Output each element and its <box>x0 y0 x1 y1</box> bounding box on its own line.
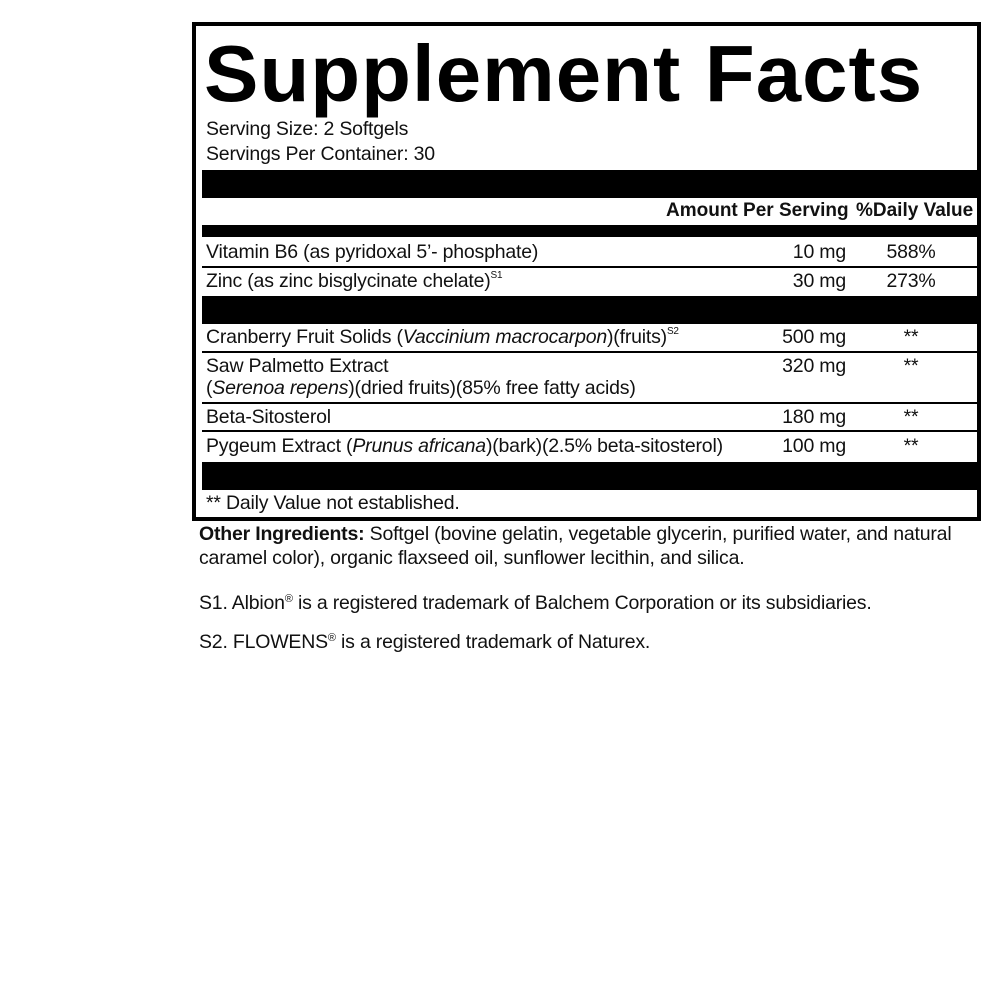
ingredient-name-text: )(bark)(2.5% beta-sitosterol) <box>485 435 723 457</box>
ingredient-daily-value: ** <box>903 326 919 348</box>
supplement-facts-panel <box>192 22 981 521</box>
ingredient-daily-value: ** <box>903 406 919 428</box>
servings-per-container: Servings Per Container: 30 <box>206 143 435 165</box>
nutrient-amount: 10 mg <box>792 241 846 263</box>
nutrient-name-text: Zinc (as zinc bisglycinate chelate) <box>206 270 491 292</box>
trademark-note <box>199 630 989 654</box>
nutrient-amount: 30 mg <box>792 270 846 292</box>
trademark-text: S2. FLOWENS <box>199 631 328 653</box>
trademark-text: S1. Albion <box>199 592 285 614</box>
header-amount-per-serving: Amount Per Serving <box>666 200 849 221</box>
ingredient-name <box>206 434 723 458</box>
ingredient-name-line2 <box>206 376 636 400</box>
ingredient-name: Saw Palmetto Extract <box>206 355 389 377</box>
panel-title: Supplement Facts <box>204 29 924 118</box>
ingredient-amount: 100 mg <box>782 435 846 457</box>
trademark-text: is a registered trademark of Balchem Corporation or its subsidiaries. <box>292 592 872 614</box>
latin-name: Prunus africana <box>352 435 486 457</box>
ingredient-name-text: Pygeum Extract ( <box>206 435 353 457</box>
row-divider <box>202 430 977 432</box>
ingredient-amount: 500 mg <box>782 326 846 348</box>
ingredient-name-text: )(fruits) <box>607 326 667 348</box>
registered-mark: ® <box>284 593 293 605</box>
thick-divider-top <box>202 170 977 198</box>
registered-mark: ® <box>327 632 336 644</box>
footnote-marker: S1 <box>490 270 503 281</box>
row-divider <box>202 266 977 268</box>
footnote-marker: S2 <box>666 326 679 337</box>
serving-size: Serving Size: 2 Softgels <box>206 118 409 140</box>
ingredient-daily-value: ** <box>903 355 919 377</box>
footnote-daily-value: ** Daily Value not established. <box>206 492 460 514</box>
ingredient-name-text: Cranberry Fruit Solids ( <box>206 326 403 348</box>
trademark-note <box>199 591 989 615</box>
row-divider <box>202 351 977 353</box>
ingredient-name-text: )(dried fruits)(85% free fatty acids) <box>348 377 636 399</box>
other-ingredients-text: caramel color), organic flaxseed oil, sunflower lecithin, and silica. <box>199 547 745 569</box>
other-ingredients-label: Other Ingredients: <box>199 523 365 545</box>
nutrient-daily-value: 273% <box>886 270 936 292</box>
latin-name: Serenoa repens <box>212 377 349 399</box>
trademark-text: is a registered trademark of Naturex. <box>335 631 651 653</box>
nutrient-name: Vitamin B6 (as pyridoxal 5’- phosphate) <box>206 241 539 263</box>
thick-divider-bottom <box>202 462 977 490</box>
nutrient-daily-value: 588% <box>886 241 936 263</box>
nutrient-name <box>206 269 502 293</box>
ingredient-name <box>206 325 679 349</box>
header-daily-value: %Daily Value <box>856 200 974 221</box>
other-ingredients-text: Softgel (bovine gelatin, vegetable glycerin, purified water, and natural <box>364 523 952 545</box>
ingredient-amount: 320 mg <box>782 355 846 377</box>
thick-divider-middle <box>202 296 977 324</box>
medium-divider <box>202 225 977 237</box>
row-divider <box>202 402 977 404</box>
ingredient-daily-value: ** <box>903 435 919 457</box>
other-ingredients <box>199 522 989 570</box>
latin-name: Vaccinium macrocarpon <box>402 326 608 348</box>
ingredient-name: Beta-Sitosterol <box>206 406 331 428</box>
ingredient-name-text: ( <box>206 377 213 399</box>
ingredient-amount: 180 mg <box>782 406 846 428</box>
